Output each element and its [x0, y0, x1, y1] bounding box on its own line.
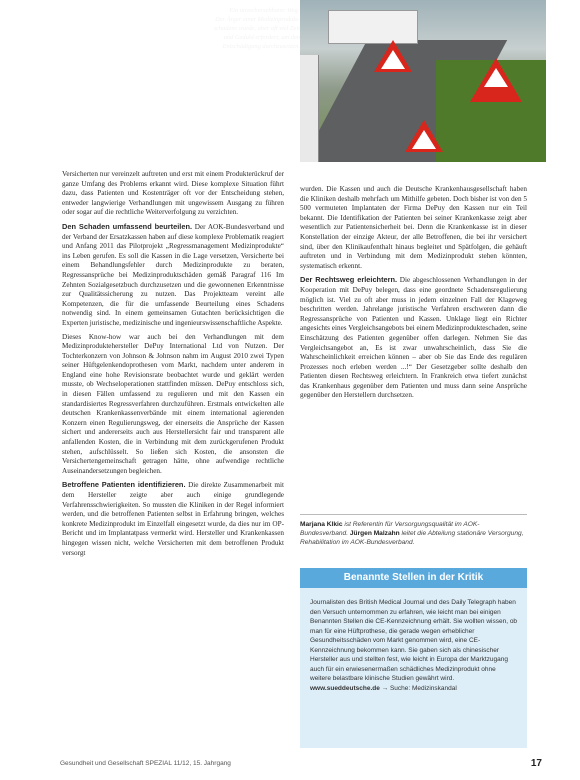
- paragraph: [300, 275, 527, 401]
- caption-line: Entschädigung durchzusetzen.: [222, 43, 300, 50]
- caption-line: schadens wurde, aber oft viel Zeit: [213, 25, 300, 32]
- caption-line: Der Ärger einer Medizinprodukt-: [215, 16, 300, 23]
- subheading: Den Schaden umfassend beurteilen.: [62, 221, 193, 231]
- paragraph-text: Die abgeschlossenen Verhandlungen in der Kooperation mit DePuy belegen, dass eine geordnete Schadensregulierung möglich ist. Viel zu oft aber muss in jedem einzelnen Fall der Klageweg beschritten werden. Jahrelange juristische Verfahren erschweren dann die Regressansprüche von Patienten und Kassen. Unklage liegt ein Richter angesichts eines Vergleichsangebots bei einem Medizinprodukteschaden, seine Einschätzung des Patienten gegenüber offen darlegen. Nehmen Sie das Vergleichsangebot an, Es ist zwar unwahrscheinlich, dass Sie die Wahrscheinlichkeit erreichen können – aber ob Sie das Ende des regulären Prozesses noch erleben werden ...!“ Der Gesetzgeber sollte deshalb den Patienten diesen Rechtsweg erleichtern. In Frankreich etwa tiefert zunächst das Krankenhaus gegenüber dem Patienten und muss dann seine Ansprüche gegenüber den Herstellern durchsetzen.: [300, 276, 528, 400]
- bus: [328, 10, 418, 44]
- paragraph: Versicherten nur vereinzelt auftreten und erst mit einem Produkterückruf der ganze Umfang des Problems erkannt wird. Diese komplexe Situation führt dazu, dass Patienten und Kostenträger oft vor der Entscheidung stehen, entweder langwierige Verhandlungen mit ungewissem Ausgang zu führen oder sogar auf die rechtliche Weiterverfolgung zu verzichten.: [62, 170, 284, 217]
- paragraph: wurden. Die Kassen und auch die Deutsche Krankenhausgesellschaft haben die Kliniken deshalb mehrfach um Mithilfe gebeten. Doch bisher ist von den 5 500 vermuteten Implantaten der Firma DePuy den Kassen nur ein Teil bekannt. Die Identifikation der Patienten bei seiner Krankenkasse zeigt aber wesentlich zur Patientensicherheit bei. Denn die Krankenkasse ist in dieser Konstellation der einzige Akteur, der alle Betroffenen, die bei ihr versichert sind, über den Klinikaufenthalt hinaus begleitet und Spätfolgen, die gehäuft auftreten und in Verbindung mit dem Medizinprodukt stehen könnten, systematisch erkennt.: [300, 185, 527, 270]
- caption-line: und Geduld erfordert, um den: [223, 34, 300, 41]
- author-info: [300, 520, 527, 547]
- box-title: Benannte Stellen in der Kritik: [300, 568, 527, 588]
- author-role: leitet die Abteilung stationäre Versorgung, Rehabilitation im AOK-Bundesverband.: [300, 530, 524, 546]
- paragraph-text: Die direkte Zusammenarbeit mit dem Hersteller zeigte aber auch einige grundlegende Verfahrensschwierigkeiten. So mussten die Kliniken in der Regel informiert werden, und die betroffenen Patienten selbst in Erfahrung bringen, welches konkrete Medizinprodukt im Einzelfall eingesetzt wurde, da dies nur im OP-Bericht und im Implantatpass vermerkt wird. Hersteller und Krankenkassen hingegen wissen nicht, welche Versicherten mit dem betroffenen Produkt versorgt: [62, 481, 285, 557]
- box-link[interactable]: www.sueddeutsche.de: [310, 684, 380, 692]
- subheading: Betroffene Patienten identifizieren.: [62, 480, 186, 490]
- page-number: 17: [530, 758, 542, 769]
- roadwork-sign-icon: [470, 58, 522, 102]
- box-text: [310, 598, 518, 693]
- box-body: Journalisten des British Medical Journal und des Daily Telegraph haben den Versuch unternommen zu erfahren, wie leicht man bei einigen Benannten Stellen die CE-Kennzeichnung erhält. Sie wollten wissen, ob man für eine Hüftprothese, die gerade wegen erheblicher Gesundheitsschäden vom Markt genommen wird, eine CE-Kennzeichnung bekommen kann. Sie gaben sich als chinesischer Hersteller aus und stellten fest, wie leicht in Europa der Marktzugang auch für ein erwiesenermaßen schädliches Medizinprodukt ohne weitere belastbare klinische Studien gewährt wird.: [310, 599, 518, 682]
- photo: [300, 0, 546, 162]
- divider: [300, 514, 527, 515]
- page-footer: [60, 760, 542, 767]
- paragraph: [62, 222, 284, 329]
- info-box: [300, 588, 527, 748]
- box-link-suffix: → Suche: Medizinskandal: [381, 684, 457, 692]
- paragraph-text: Der AOK-Bundesverband und der Verband der Ersatzkassen haben auf diese komplexe Problematik reagiert und Anfang 2011 das Pilotprojekt „Regressmanagement Medizinprodukte“ ins Leben gerufen. Es soll die Kassen in die Lage versetzen, Versicherte bei einem Behandlungsfehler durch Medizinprodukte zu beraten, Regressansprüche bei Medizinproduktschäden gemäß Paragraf 116 Im Zehnten Sozialgesetzbuch durchzusetzen und die gewonnenen Erkenntnisse zur Qualitätssicherung zu nutzen. Das Projektteam vereint alle Kompetenzen, die für die umfassende Beurteilung eines Schadens notwendig sind. In einem gemeinsamen Gutachten berücksichtigen die Experten juristische, medizinische und ingenieurswissenschaftliche Aspekte.: [62, 222, 284, 327]
- vehicle: [300, 55, 319, 162]
- roadwork-sign-icon: [405, 120, 443, 152]
- footer-text: Gesundheit und Gesellschaft SPEZIAL 11/12, 15. Jahrgang: [60, 760, 231, 767]
- author-role: ist Referentin für Versorgungsqualität im AOK-Bundesverband.: [300, 521, 480, 537]
- photo-caption: [165, 6, 300, 51]
- right-column: [300, 185, 527, 510]
- left-column: [62, 170, 284, 755]
- roadwork-sign-icon: [374, 40, 412, 72]
- caption-line: Ein unvorhersehbarer Weg:: [229, 7, 300, 14]
- author-name: Marjana Klkic: [300, 521, 343, 528]
- paragraph: [62, 480, 284, 558]
- subheading: Der Rechtsweg erleichtern.: [300, 275, 398, 285]
- author-name: Jürgen Malzahn: [349, 530, 400, 537]
- paragraph: Dieses Know-how war auch bei den Verhandlungen mit dem Medizinproduktehersteller DePuy International Ltd von Nutzen. Der Tochterkonzern von Johnson & Johnson nahm im August 2010 zwei Typen seiner Hüftgelenkendoprothesen vom Markt, nachdem unter anderem in England eine hohe Revisionsrate beobachtet wurde und geklärt werden musste, ob Wechseloperationen stattfinden müssen. DePuy entschloss sich, in diesen Fällen umfassend zu regulieren und mit den Kassen ein standardisiertes Regressverfahren durchzuführen. Erstmals entwickelten alle deutschen Krankenkassenverbände mit einem international agierenden Konzern einen Regulierungsweg, der einerseits die Ansprüche der Kassen sichert und andererseits auch aus Herstellersicht fair und transparent alle anfallenden Kosten, die in Verbindung mit dem zurückgerufenen Produkt stehen, aufschlüsselt. So ließen sich Kosten, die ansonsten die Versichertengemeinschaft getragen hätte, ohne aufwendige rechtliche Auseinandersetzungen begleichen.: [62, 332, 284, 475]
